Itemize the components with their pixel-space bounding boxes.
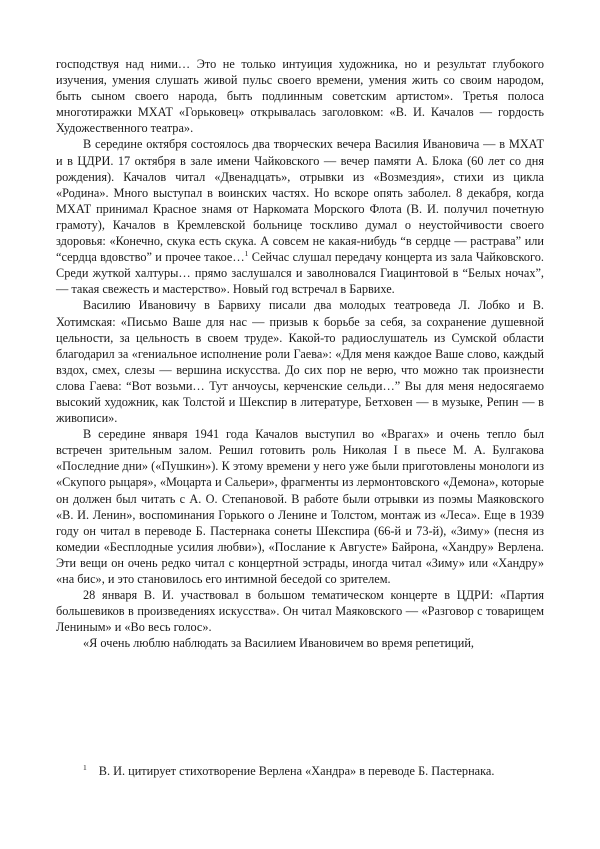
page-body (56, 56, 544, 651)
footnote-text: В. И. цитирует стихотворение Верлена «Хандра» в переводе Б. Пастернака. (98, 764, 495, 778)
paragraph-text: господствуя над ними… Это не только интуиция художника, но и результат глубокого изучения, умения слушать живой пульс своего времени, умения жить со своим народом, быть сыном своего народа, быть подлинным советским артистом». Третья полоса многотиражки МХАТ «Горьковец» открывалась заголовком: «В. И. Качалов — гордость Художественного театра». (56, 57, 544, 136)
paragraph-text: 28 января В. И. участвовал в большом тематическом концерте в ЦДРИ: «Партия большевиков в произведениях искусства». Он читал Маяковского — «Разговор с товарищем Лениным» и «Во весь голос». (56, 588, 544, 635)
paragraph-text: Василию Ивановичу в Барвиху писали два молодых театроведа Л. Лобко и В. Хотимская: «Письмо Ваше для нас — призыв к борьбе за себя, за сохранение душевной цельности, за цельность в своем труде». Какой-то радиослушатель из Сумской области благодарил за «гениальное исполнение роли Гаева»: «Для меня каждое Ваше слово, каждый вздох, смех, слезы — вершина искусства. До сих пор не верю, что можно так произнести слова Гаева: “Вот возьми… Тут анчоусы, керченские сельди…” Вы для меня недосягаемо высокий художник, как Толстой и Шекспир в литературе, Бетховен — в музыке, Репин — в живописи». (56, 298, 544, 426)
paragraph-text: «Я очень люблю наблюдать за Василием Ивановичем во время репетиций, (83, 636, 474, 651)
paragraph-text: В середине января 1941 года Качалов выступил во «Врагах» и очень тепло был встречен зрительным залом. Решил готовить роль Николая I в пьесе М. А. Булгакова «Последние дни» («Пушкин»). К этому времени у него уже были приготовлены монологи из «Скупого рыцаря», «Моцарта и Сальери», фрагменты из лермонтовского «Демона», которые он должен был читать с А. О. Степановой. В работе были отрывки из поэмы Маяковского «В. И. Ленин», воспоминания Горького о Ленине и Толстом, монтаж из «Леса». Еще в 1939 году он читал в переводе Б. Пастернака сонеты Шекспира (66-й и 73-й), «Зиму» (песня из комедии «Бесплодные усилия любви»), «Послание к Августе» Байрона, «Хандру» Верлена. Эти вещи он очень редко читал с концертной эстрады, иногда читал «Зиму» или «Хандру» «на бис», и это становилось его интимной беседой со зрителем. (56, 427, 544, 586)
body-paragraph (56, 426, 544, 587)
body-paragraph (56, 136, 544, 297)
body-paragraph (56, 635, 544, 651)
footnote (56, 763, 544, 779)
paragraph-text: В середине октября состоялось два творческих вечера Василия Ивановича — в МХАТ и в ЦДРИ. 17 октября в зале имени Чайковского — вечер памяти А. Блока (60 лет со дня рождения). Качалов читал «Двенадцать», отрывки из «Возмездия», стихи из цикла «Родина». Много выступал в воинских частях. Но вскоре опять заболел. 8 декабря, когда МХАТ принимал Красное знамя от Наркомата Морского Флота (В. И. получил почетную грамоту), Качалов в Кремлевской больнице тоскливо думал о неустойчивости своего здоровья: «Конечно, скука есть скука. А совсем не какая-нибудь “в сердце — растрава” или “сердца вдовство” и прочее такое… (56, 137, 544, 265)
body-paragraph (56, 297, 544, 426)
paragraph-text: Сейчас слушал передачу концерта из зала Чайковского. Среди жуткой халтуры… прямо заслушался и заволновался Гиацинтовой в “Белых ночах”, — такая свежесть и мастерство». Новый год встречал в Барвихе. (56, 250, 545, 297)
body-paragraph (56, 587, 544, 635)
footnote-marker: 1 (83, 762, 87, 772)
body-paragraph (56, 56, 544, 136)
footnote-reference: 1 (244, 249, 249, 259)
